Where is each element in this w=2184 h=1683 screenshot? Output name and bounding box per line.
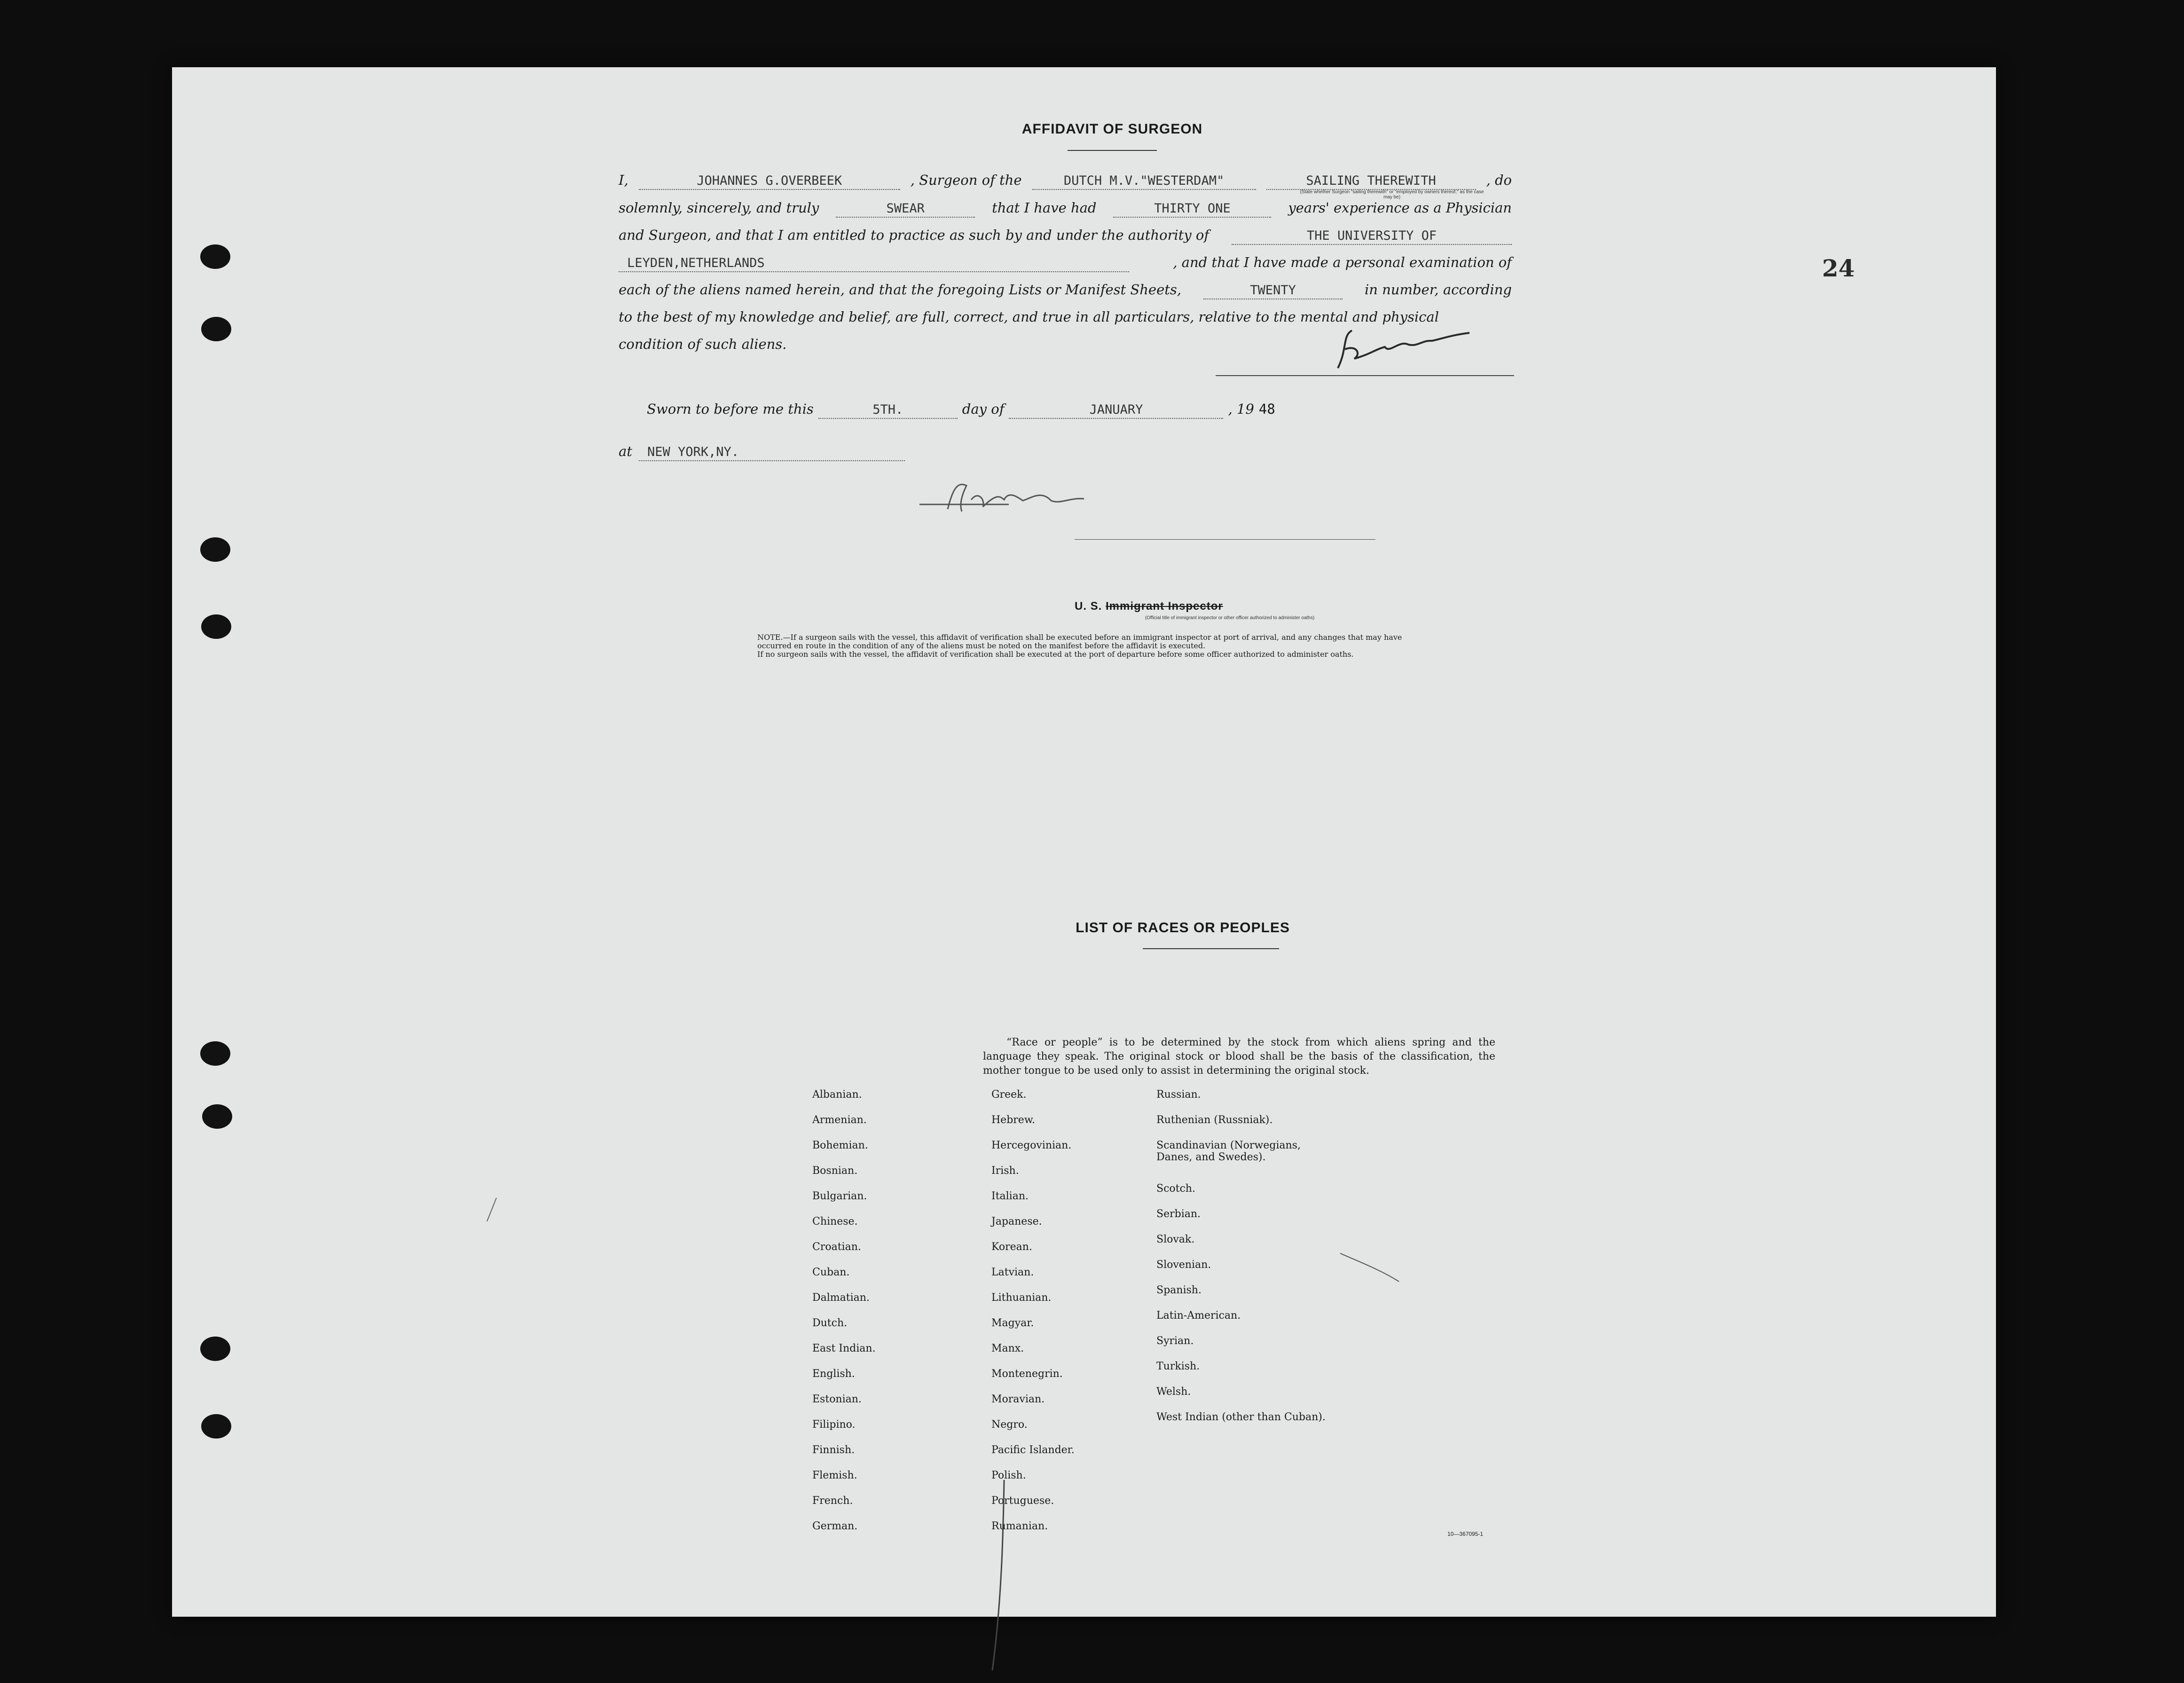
race-item: Spanish.: [1156, 1284, 1202, 1296]
race-item: Armenian.: [812, 1114, 867, 1126]
inspector-prefix: U. S.: [1075, 600, 1102, 613]
race-item: Hebrew.: [991, 1114, 1036, 1126]
sworn-day-field: 5TH.: [818, 402, 958, 419]
race-item: Scotch.: [1156, 1183, 1195, 1195]
affidavit-text: solemnly, sincerely, and truly: [619, 200, 819, 216]
affidavit-text: , do: [1486, 172, 1512, 188]
race-item: English.: [812, 1368, 855, 1380]
binder-hole: [200, 244, 230, 269]
race-item: East Indian.: [812, 1343, 876, 1354]
affidavit-text: that I have had: [992, 200, 1097, 216]
race-item: Irish.: [991, 1165, 1019, 1177]
affidavit-line: [619, 282, 1512, 299]
page-number: 24: [1822, 254, 1855, 282]
race-item: Magyar.: [991, 1317, 1034, 1329]
race-item: Greek.: [991, 1089, 1027, 1101]
race-item: Albanian.: [812, 1089, 862, 1101]
race-item: Croatian.: [812, 1241, 861, 1253]
inspector-note: (Official title of immigrant inspector or other officer authorized to administer oaths): [1145, 615, 1315, 621]
race-item: Latin-American.: [1156, 1310, 1241, 1321]
race-item: Japanese.: [991, 1216, 1042, 1227]
race-item: Cuban.: [812, 1266, 850, 1278]
race-item: Dutch.: [812, 1317, 848, 1329]
note-block: [757, 633, 1688, 659]
affidavit-text: in number, according: [1364, 282, 1512, 298]
note-line: NOTE.—If a surgeon sails with the vessel, this affidavit of verification shall be executed before an immigrant inspector at port of arrival, and any changes that may have: [757, 633, 1402, 642]
binder-hole: [200, 1337, 230, 1361]
race-item: Montenegrin.: [991, 1368, 1063, 1380]
affidavit-text: condition of such aliens.: [619, 336, 787, 352]
race-item: Latvian.: [991, 1266, 1034, 1278]
affidavit-line: [619, 254, 1512, 272]
race-item: Slovenian.: [1156, 1259, 1211, 1271]
race-item: Moravian.: [991, 1393, 1045, 1405]
sworn-year-field: 48: [1258, 401, 1275, 417]
binder-hole: [201, 614, 231, 639]
race-item: Dalmatian.: [812, 1292, 870, 1304]
sworn-month-field: JANUARY: [1009, 402, 1223, 419]
binder-hole: [200, 1041, 230, 1066]
stray-pen-mark: [990, 1478, 1009, 1675]
sworn-text: Sworn to before me this: [647, 401, 814, 417]
sheets-count-field: TWENTY: [1203, 283, 1343, 299]
race-item: Polish.: [991, 1470, 1026, 1481]
oath-field: SWEAR: [836, 201, 975, 218]
binder-hole: [201, 317, 231, 341]
stray-pen-mark: [485, 1195, 499, 1224]
vessel-field: DUTCH M.V."WESTERDAM": [1032, 173, 1256, 190]
race-item: Estonian.: [812, 1393, 862, 1405]
race-item: Welsh.: [1156, 1386, 1191, 1398]
race-item: Flemish.: [812, 1470, 857, 1481]
race-item: Portuguese.: [991, 1495, 1054, 1507]
inspector-signature-line: [1075, 539, 1375, 540]
binder-hole: [202, 1104, 232, 1129]
race-item: Filipino.: [812, 1419, 856, 1431]
race-item: Ruthenian (Russniak).: [1156, 1114, 1273, 1126]
race-item: Bulgarian.: [812, 1190, 867, 1202]
races-intro-text: “Race or people” is to be determined by the stock from which aliens spring and the language they speak. The original stock or blood shall be the basis of the classification, the mother tongue to be used only to assist in determining the original stock.: [983, 1037, 1495, 1077]
authority-field-continued: LEYDEN,NETHERLANDS: [619, 256, 1129, 272]
race-item: Syrian.: [1156, 1335, 1194, 1347]
document-page: [172, 67, 1996, 1617]
sworn-place-field: NEW YORK,NY.: [639, 445, 905, 461]
affidavit-text: , and that I have made a personal examination of: [1173, 254, 1512, 270]
race-item: Italian.: [991, 1190, 1029, 1202]
sworn-line: [647, 401, 1446, 419]
binder-hole: [200, 537, 230, 562]
form-id: 10—367095-1: [1447, 1531, 1484, 1537]
races-title: LIST OF RACES OR PEOPLES: [1076, 920, 1290, 936]
race-item: Negro.: [991, 1419, 1028, 1431]
note-line: If no surgeon sails with the vessel, the affidavit of verification shall be executed at the port of departure before some officer authorized to administer oaths.: [757, 650, 1354, 659]
sworn-text: , 19: [1228, 401, 1254, 417]
races-column-3: [1156, 1089, 1326, 1444]
note-line: occurred en route in the condition of any of the aliens must be noted on the manifest before the affidavit is executed.: [757, 641, 1206, 650]
race-item: Manx.: [991, 1343, 1024, 1354]
affidavit-text: each of the aliens named herein, and that the foregoing Lists or Manifest Sheets,: [619, 282, 1182, 298]
title-rule: [1143, 948, 1279, 949]
race-item: Russian.: [1156, 1089, 1201, 1101]
stray-pen-mark: [1338, 1251, 1404, 1284]
race-item: Turkish.: [1156, 1361, 1200, 1372]
race-item: French.: [812, 1495, 853, 1507]
race-item: Pacific Islander.: [991, 1444, 1075, 1456]
surgeon-name-field: JOHANNES G.OVERBEEK: [639, 173, 900, 190]
race-item: Rumanian.: [991, 1520, 1048, 1532]
race-item: Bohemian.: [812, 1140, 868, 1151]
surgeon-signature-line: [1216, 375, 1514, 376]
affidavit-line: [619, 227, 1512, 245]
sworn-text: day of: [962, 401, 1005, 417]
race-item: Chinese.: [812, 1216, 858, 1227]
sailing-status-field: SAILING THEREWITH: [1266, 173, 1476, 190]
title-rule: [1068, 150, 1157, 151]
state-note: (State whether Surgeon "sailing therewith" or "employed by owners thereof," as the case may be): [1300, 189, 1484, 200]
race-item: Scandinavian (Norwegians, Danes, and Swedes).: [1156, 1140, 1301, 1163]
affidavit-title: AFFIDAVIT OF SURGEON: [1021, 121, 1203, 137]
inspector-title-struck: Immigrant Inspector: [1106, 600, 1223, 613]
inspector-title: [1075, 600, 1223, 613]
surgeon-signature: [1328, 321, 1479, 377]
binder-hole: [201, 1414, 231, 1439]
races-column-1: [812, 1089, 876, 1546]
sworn-place-line: [619, 443, 995, 461]
years-field: THIRTY ONE: [1113, 201, 1271, 218]
affidavit-text: , Surgeon of the: [910, 172, 1022, 188]
race-item: Korean.: [991, 1241, 1032, 1253]
race-item: German.: [812, 1520, 858, 1532]
affidavit-text: years' experience as a Physician: [1288, 200, 1512, 216]
race-item: Serbian.: [1156, 1208, 1201, 1220]
authority-field: THE UNIVERSITY OF: [1232, 228, 1512, 245]
sworn-text: at: [619, 443, 632, 459]
race-item: West Indian (other than Cuban).: [1156, 1411, 1326, 1423]
race-item: Bosnian.: [812, 1165, 858, 1177]
affidavit-line: [619, 200, 1512, 218]
races-intro: [983, 1036, 1495, 1078]
inspector-signature: [915, 472, 1150, 523]
race-item: Hercegovinian.: [991, 1140, 1072, 1151]
affidavit-text: to the best of my knowledge and belief, are full, correct, and true in all particulars, relative to the mental and physical: [619, 309, 1439, 325]
race-item: Lithuanian.: [991, 1292, 1052, 1304]
race-item: Finnish.: [812, 1444, 855, 1456]
affidavit-line: [619, 172, 1512, 190]
affidavit-text: I,: [619, 172, 628, 188]
affidavit-text: and Surgeon, and that I am entitled to practice as such by and under the authority of: [619, 227, 1210, 243]
race-item: Slovak.: [1156, 1234, 1195, 1245]
